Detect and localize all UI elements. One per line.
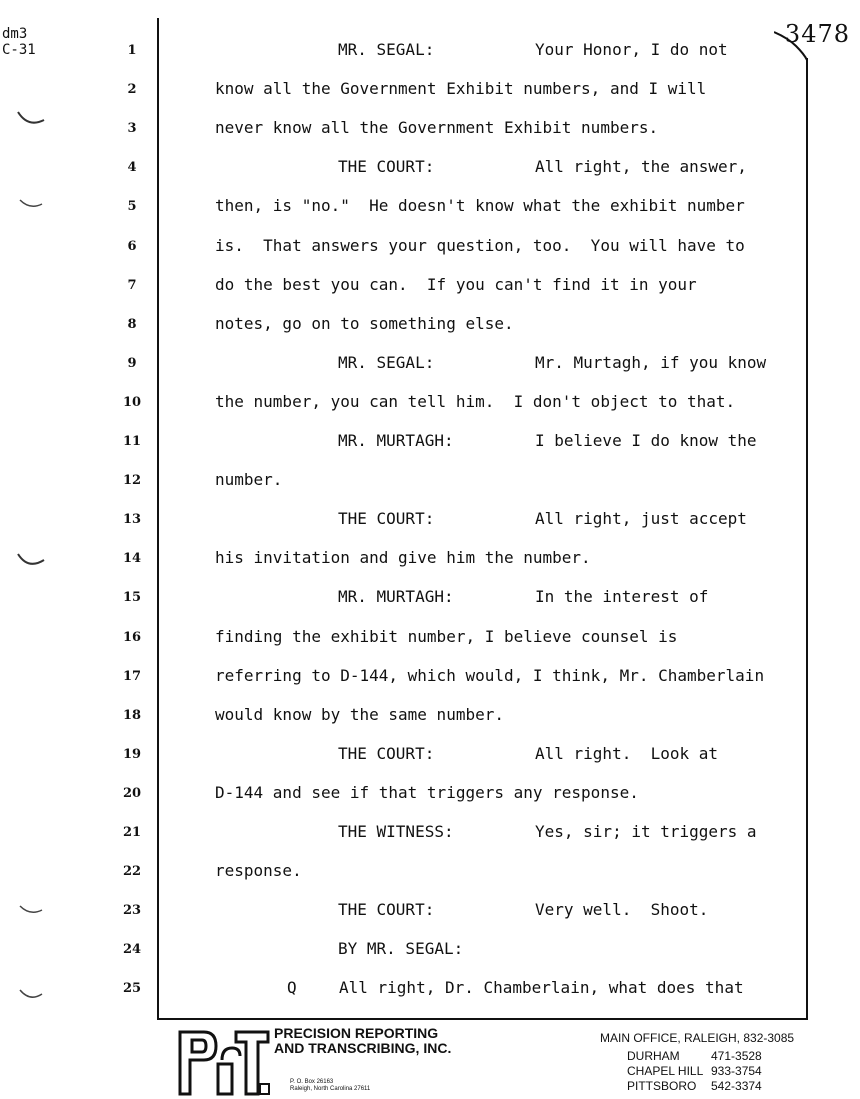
speaker-label: THE COURT: xyxy=(338,509,435,529)
line-number: 3 xyxy=(127,121,137,137)
line-number: 7 xyxy=(127,277,137,293)
transcript-line-text: In the interest of xyxy=(535,587,709,607)
line-number: 21 xyxy=(122,825,142,840)
line-number: 20 xyxy=(122,785,142,801)
line-number: 14 xyxy=(122,551,142,567)
transcript-line-text: never know all the Government Exhibit numbers. xyxy=(215,118,659,138)
transcript-line-text: would know by the same number. xyxy=(215,704,504,724)
line-number: 8 xyxy=(127,316,137,332)
line-number: 2 xyxy=(127,82,137,98)
line-number: 25 xyxy=(122,981,142,997)
question-marker: Q xyxy=(287,978,297,998)
left-margin-rule xyxy=(157,18,159,1020)
office-city: DURHAM xyxy=(627,1049,680,1063)
speaker-label: MR. SEGAL: xyxy=(338,40,435,59)
speaker-label: MR. MURTAGH: xyxy=(338,587,454,607)
line-number: 23 xyxy=(122,903,142,919)
margin-punch-mark xyxy=(16,548,46,572)
reporting-firm-logo xyxy=(174,1024,270,1096)
firm-po-box: P. O. Box 26163 xyxy=(290,1079,334,1085)
margin-punch-mark xyxy=(16,196,46,212)
line-number: 9 xyxy=(127,355,137,371)
transcript-line-text: notes, go on to something else. xyxy=(215,313,514,333)
transcript-line-text: response. xyxy=(215,861,302,881)
transcript-line-text: is. That answers your question, too. You will have to xyxy=(215,235,745,255)
margin-punch-mark xyxy=(16,986,46,1004)
transcript-line-text: number. xyxy=(215,470,283,490)
transcript-line-text: the number, you can tell him. I don't object to that. xyxy=(215,391,736,411)
transcript-line-text: Your Honor, I do not xyxy=(535,40,728,59)
transcript-line-text: Yes, sir; it triggers a xyxy=(535,822,757,841)
line-number: 6 xyxy=(127,238,137,254)
right-margin-rule xyxy=(806,58,808,1020)
line-number: 16 xyxy=(122,629,142,645)
transcript-line-text: All right. Look at xyxy=(535,743,719,763)
speaker-label: THE COURT: xyxy=(338,900,435,920)
line-number: 5 xyxy=(127,199,137,215)
speaker-label: THE WITNESS: xyxy=(338,822,454,841)
corner-code-2: C-31 xyxy=(2,42,36,58)
transcript-line-text: his invitation and give him the number. xyxy=(215,548,591,568)
office-phone: 471-3528 xyxy=(711,1049,762,1063)
margin-punch-mark xyxy=(16,106,46,130)
line-number: 11 xyxy=(122,434,142,449)
line-number: 1 xyxy=(127,43,137,58)
transcript-line-text: then, is "no." He doesn't know what the exhibit number xyxy=(215,196,745,216)
transcript-line-text: All right, just accept xyxy=(535,509,747,529)
transcript-line-text: D-144 and see if that triggers any response. xyxy=(215,782,639,802)
page-number: 3478 xyxy=(784,20,850,48)
examination-byline: BY MR. SEGAL: xyxy=(338,939,464,959)
transcript-line-text: Mr. Murtagh, if you know xyxy=(535,352,767,372)
transcript-line-text: know all the Government Exhibit numbers, and I will xyxy=(215,79,707,99)
line-number: 13 xyxy=(122,512,142,528)
line-number: 17 xyxy=(122,668,142,684)
transcript-line-text: All right, Dr. Chamberlain, what does that xyxy=(339,978,744,998)
corner-code-1: dm3 xyxy=(2,26,28,42)
transcript-line-text: do the best you can. If you can't find it in your xyxy=(215,274,697,294)
speaker-label: MR. MURTAGH: xyxy=(338,431,454,450)
line-number: 4 xyxy=(127,160,137,176)
transcript-line-text: referring to D-144, which would, I think, Mr. Chamberlain xyxy=(215,665,765,685)
speaker-label: THE COURT: xyxy=(338,157,435,177)
transcript-line-text: I believe I do know the xyxy=(535,431,757,450)
page-corner-curve xyxy=(774,30,810,62)
main-office: MAIN OFFICE, RALEIGH, 832-3085 xyxy=(600,1031,795,1045)
firm-name-line-2: AND TRANSCRIBING, INC. xyxy=(274,1040,452,1056)
firm-name-line-1: PRECISION REPORTING xyxy=(274,1025,439,1041)
line-number: 18 xyxy=(122,707,142,723)
line-number: 24 xyxy=(122,942,142,958)
line-number: 22 xyxy=(122,864,142,880)
speaker-label: MR. SEGAL: xyxy=(338,352,435,372)
office-city: CHAPEL HILL xyxy=(627,1064,704,1078)
office-phone: 542-3374 xyxy=(711,1079,762,1093)
bottom-margin-rule xyxy=(157,1018,808,1020)
office-phone: 933-3754 xyxy=(711,1064,762,1078)
line-number: 12 xyxy=(122,473,142,489)
line-number: 15 xyxy=(122,590,142,606)
office-city: PITTSBORO xyxy=(627,1079,697,1093)
firm-po-city: Raleigh, North Carolina 27611 xyxy=(290,1086,371,1092)
speaker-label: THE COURT: xyxy=(338,743,435,763)
transcript-line-text: finding the exhibit number, I believe counsel is xyxy=(215,626,678,646)
transcript-line-text: All right, the answer, xyxy=(535,157,747,177)
margin-punch-mark xyxy=(16,902,46,918)
transcript-line-text: Very well. Shoot. xyxy=(535,900,709,920)
line-number: 19 xyxy=(122,746,142,762)
line-number: 10 xyxy=(122,394,142,410)
